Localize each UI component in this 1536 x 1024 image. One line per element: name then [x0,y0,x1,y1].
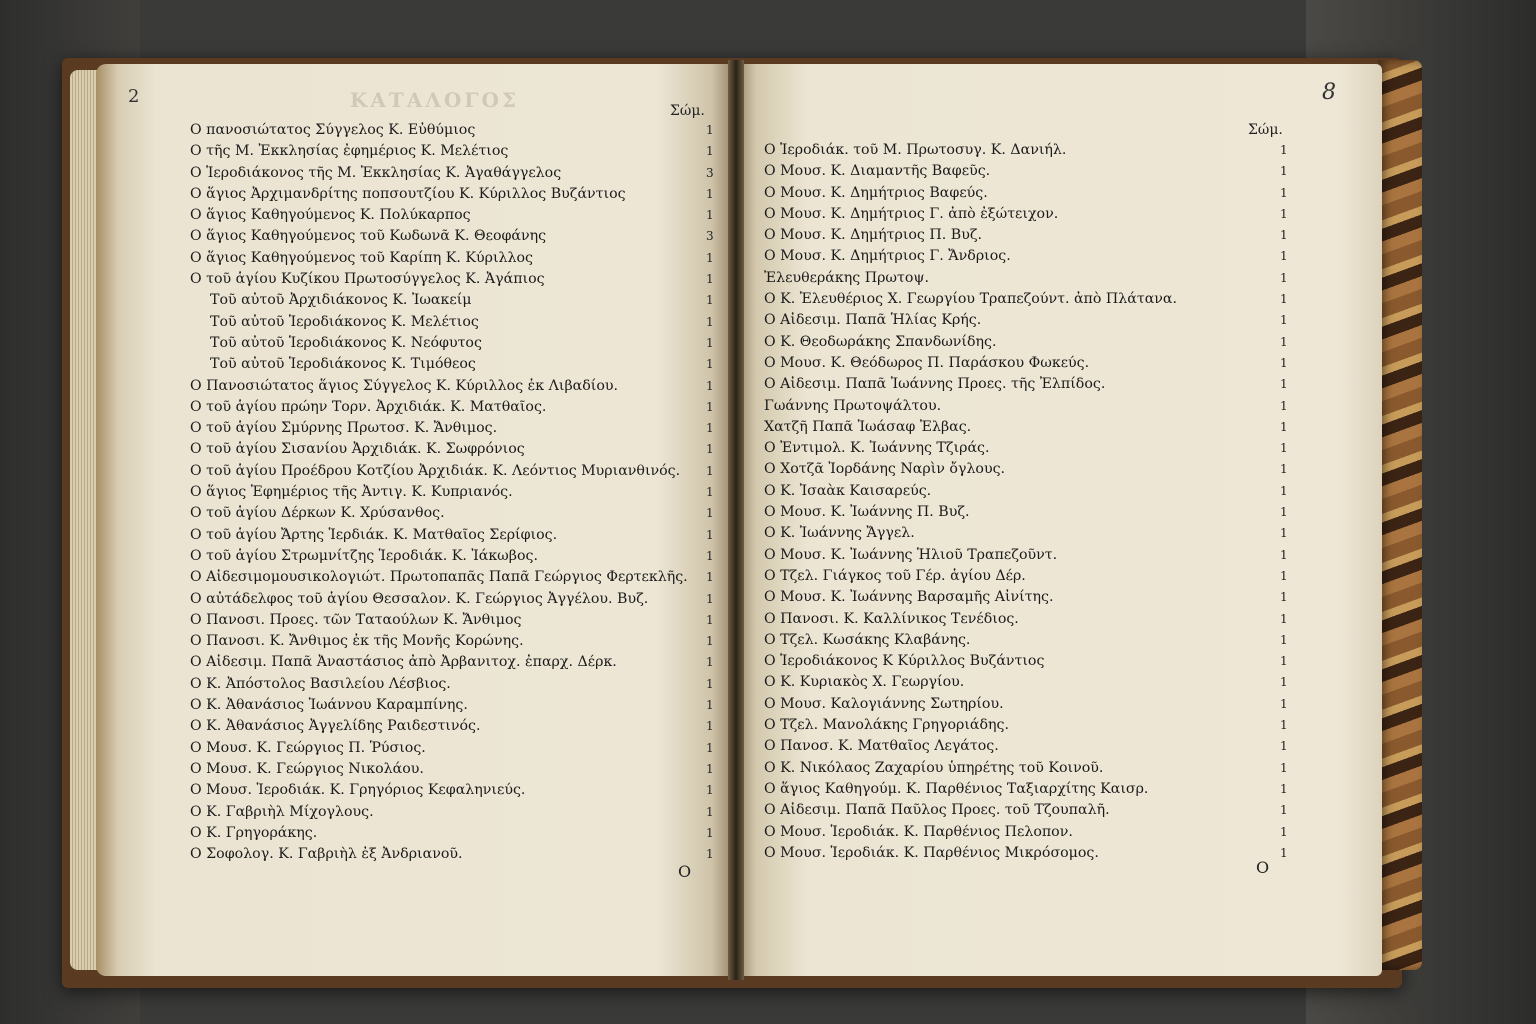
subscriber-name: Ο Αἰδεσιμ. Παπᾶ Ἀναστάσιος ἀπὸ Ἀρβανιτοχ. ἐπαρχ. Δέρκ. [190,654,617,671]
subscriber-name: Ο ἅγιος Καθηγούμενος Κ. Πολύκαρπος [190,207,471,224]
subscriber-entry [764,481,1294,502]
volume-count: 1 [1280,845,1288,860]
subscriber-name: Ο ἅγιος Καθηγούμ. Κ. Παρθένιος Ταξιαρχίτης Καισρ. [764,780,1149,797]
subscriber-name: Ο ἅγιος Καθηγούμενος τοῦ Κωδωνᾶ Κ. Θεοφάνης [190,228,547,245]
volume-count: 1 [706,847,714,862]
subscriber-entry [190,759,720,780]
subscriber-entry [190,312,720,333]
subscriber-name: Ο Μουσ. Κ. Γεώργιος Π. Ῥύσιος. [190,739,426,756]
subscriber-entry [190,716,720,737]
subscriber-name: Ο πανοσιώτατος Σύγγελος Κ. Εὐθύμιος [190,122,476,138]
subscriber-entry [190,290,720,311]
subscriber-entry [764,502,1294,523]
subscriber-name: Ο Μουσ. Κ. Δημήτριος Γ. ἀπὸ ἐξώτειχον. [764,205,1059,222]
volume-count: 1 [706,612,714,627]
subscriber-name: Ο Μουσ. Κ. Ἰωάννης Ἡλιοῦ Τραπεζοῦντ. [764,546,1058,563]
marbled-board-edge [1378,60,1422,970]
volume-count: 1 [706,761,714,776]
volume-count: 1 [706,634,714,649]
subscriber-name: Ο Κ. Γρηγοράκης. [190,824,318,841]
volume-count: 1 [1280,185,1288,200]
volume-count: 1 [1280,611,1288,626]
volume-count: 1 [706,825,714,840]
subscriber-name: Ο Μουσ. Κ. Δημήτριος Π. Βυζ. [764,227,983,244]
subscriber-entry [764,715,1294,736]
volume-count: 1 [706,570,714,585]
book-gutter [728,60,744,980]
volume-count: 1 [1280,654,1288,669]
subscriber-name: Ο Μουσ. Ἱεροδιάκ. Κ. Γρηγόριος Κεφαληνιεύς. [190,782,526,799]
subscriber-entry [764,225,1294,246]
subscriber-name: Ο Σοφολογ. Κ. Γαβριὴλ ἐξ Ἀνδριανοῦ. [190,846,463,863]
subscriber-name: Ο Μουσ. Κ. Δημήτριος Βαφεύς. [764,184,988,201]
subscriber-name: Ο τοῦ ἁγίου Δέρκων Κ. Χρύσανθος. [190,505,445,522]
volume-count: 1 [706,676,714,691]
subscriber-entry [764,758,1294,779]
volume-count: 1 [1280,441,1288,456]
left-page-mark: 2 [128,86,140,107]
volume-count: 1 [1280,824,1288,839]
subscriber-name: Ο Κ. Ἰωάννης Ἄγγελ. [764,525,915,542]
subscriber-entry [764,651,1294,672]
volume-count: 1 [706,378,714,393]
subscriber-name: Ο Κ. Θεοδωράκης Σπανδωνίδης. [764,333,997,350]
subscriber-entry [764,161,1294,182]
subscriber-name: Ο Τζελ. Κωσάκης Κλαβάνης. [764,631,971,648]
subscriber-name: Ο Τζελ. Γιάγκος τοῦ Γέρ. ἁγίου Δέρ. [764,567,1026,584]
subscriber-entry [190,354,720,375]
subscriber-entry [190,802,720,823]
volume-count: 1 [706,591,714,606]
subscriber-name: Ο τοῦ ἁγίου Κυζίκου Πρωτοσύγγελος Κ. Ἀγάπιος [190,271,545,288]
left-subscriber-list [190,120,720,865]
subscriber-entry [764,630,1294,651]
volume-count: 1 [706,527,714,542]
subscriber-name: Ο Μουσ. Κ. Θεόδωρος Π. Παράσκου Φωκεύς. [764,354,1090,371]
subscriber-name: Ο τοῦ ἁγίου Ἄρτης Ἱερδιάκ. Κ. Ματθαῖος Σερίφιος. [190,526,558,543]
volume-count: 1 [706,719,714,734]
subscriber-name: Ο Μουσ. Κ. Δημήτριος Γ. Ἄνδριος. [764,248,1011,265]
subscriber-name: Ο Πανοσ. Κ. Ματθαῖος Λεγάτος. [764,738,999,755]
subscriber-name: Ο Ἱεροδιάκονος Κ Κύριλλος Βυζάντιος [764,653,1045,670]
subscriber-name: Ο Κ. Κυριακὸς Χ. Γεωργίου. [764,674,965,691]
subscriber-entry [764,459,1294,480]
subscriber-entry [190,503,720,524]
left-catchword: Ο [678,862,692,881]
subscriber-entry [190,631,720,652]
volume-count: 1 [1280,355,1288,370]
subscriber-name: Ο τοῦ ἁγίου πρώην Τορν. Ἀρχιδιάκ. Κ. Ματθαῖος. [190,398,547,415]
subscriber-entry [764,822,1294,843]
subscriber-name: Ο Κ. Ἰσαὰκ Καισαρεύς. [764,482,932,499]
volume-count: 1 [1280,632,1288,647]
subscriber-name: Ἐλευθεράκης Πρωτοψ. [764,269,930,286]
subscriber-entry [190,525,720,546]
volume-count: 1 [1280,462,1288,477]
subscriber-entry [764,310,1294,331]
subscriber-entry [190,120,720,141]
volume-count: 1 [706,357,714,372]
subscriber-name: Ο Πανοσι. Κ. Καλλίνικος Τενέδιος. [764,610,1019,627]
subscriber-name: Ο Κ. Ἀθανάσιος Ἰωάννου Καραμπίνης. [190,697,468,714]
subscriber-name: Ο Ἱεροδιάκονος τῆς Μ. Ἐκκλησίας Κ. Ἀγαθάγγελος [190,164,562,181]
subscriber-entry [190,652,720,673]
subscriber-entry [190,461,720,482]
subscriber-name: Ο Μουσ. Κ. Διαμαντῆς Βαφεῦς. [764,163,991,180]
volume-count: 1 [706,250,714,265]
subscriber-entry [190,674,720,695]
subscriber-entry [190,163,720,184]
subscriber-name: Χατζῆ Παπᾶ Ἰωάσαφ Ἐλβας. [764,418,972,435]
subscriber-name: Ο Πανοσιώτατος ἅγιος Σύγγελος Κ. Κύριλλος ἐκ Λιβαδίου. [190,377,619,394]
subscriber-name: Γωάννης Πρωτοψάλτου. [764,397,942,414]
subscriber-entry [764,246,1294,267]
subscriber-name: Ο τοῦ ἁγίου Στρωμνίτζης Ἱεροδιάκ. Κ. Ἰάκωβος. [190,547,538,564]
subscriber-entry [764,587,1294,608]
subscriber-entry [764,843,1294,864]
volume-count: 1 [1280,568,1288,583]
subscriber-entry [764,779,1294,800]
right-catchword: Ο [1256,858,1270,877]
subscriber-name: Ο τοῦ ἁγίου Προέδρου Κοτζίου Ἀρχιδιάκ. Κ. Λεόντιος Μυριανθινός. [190,462,681,479]
subscriber-entry [764,609,1294,630]
subscriber-entry [190,418,720,439]
subscriber-entry [764,183,1294,204]
volume-count: 1 [1280,334,1288,349]
volume-count: 3 [706,165,714,180]
subscriber-name: Ο Μουσ. Κ. Γεώργιος Νικολάου. [190,760,424,777]
subscriber-name: Ο τοῦ ἁγίου Σισανίου Ἀρχιδιάκ. Κ. Σωφρόνιος [190,441,525,458]
subscriber-name: Ο Κ. Ἐλευθέριος Χ. Γεωργίου Τραπεζούντ. ἀπὸ Πλάτανα. [764,291,1178,308]
subscriber-entry [190,248,720,269]
volume-count: 1 [706,783,714,798]
volume-count: 1 [1280,675,1288,690]
subscriber-entry [190,333,720,354]
subscriber-entry [764,374,1294,395]
subscriber-name: Ο Μουσ. Κ. Ἰωάννης Βαρσαμῆς Αἰνίτης. [764,589,1054,606]
subscriber-entry [764,353,1294,374]
subscriber-name: Ο Αἰδεσιμ. Παπᾶ Ἰωάννης Προες. τῆς Ἐλπίδος. [764,376,1106,393]
volume-count: 1 [1280,228,1288,243]
right-volume-column-header: Σώμ. [1248,122,1283,138]
subscriber-entry [190,439,720,460]
volume-count: 1 [1280,718,1288,733]
volume-count: 1 [706,144,714,159]
subscriber-name: Ο Αἰδεσιμομουσικολογιώτ. Πρωτοπαπᾶς Παπᾶ Γεώργιος Φερτεκλῆς. [190,569,688,586]
subscriber-name: Ο Μουσ. Καλογιάννης Σωτηρίου. [764,695,1004,712]
subscriber-entry [190,610,720,631]
volume-count: 1 [706,506,714,521]
volume-count: 1 [1280,164,1288,179]
subscriber-name: Ο Κ. Ἀπόστολος Βασιλείου Λέσβιος. [190,675,451,692]
subscriber-entry [190,376,720,397]
volume-count: 1 [1280,313,1288,328]
volume-count: 1 [1280,419,1288,434]
volume-count: 1 [706,548,714,563]
subscriber-name: Ο Αἰδεσιμ. Παπᾶ Παῦλος Προες. τοῦ Τζουπαλῆ. [764,802,1110,819]
subscriber-name: Τοῦ αὐτοῦ Ἱεροδιάκονος Κ. Νεόφυτος [210,334,482,351]
volume-count: 1 [1280,526,1288,541]
subscriber-entry [764,800,1294,821]
volume-count: 1 [1280,696,1288,711]
subscriber-entry [190,226,720,247]
subscriber-entry [190,738,720,759]
volume-count: 1 [706,186,714,201]
subscriber-entry [190,589,720,610]
subscriber-entry [764,289,1294,310]
volume-count: 1 [1280,270,1288,285]
volume-count: 1 [706,485,714,500]
subscriber-name: Ο Αἰδεσιμ. Παπᾶ Ἡλίας Κρής. [764,312,982,329]
volume-count: 1 [706,655,714,670]
volume-count: 1 [1280,143,1288,157]
volume-count: 1 [706,421,714,436]
subscriber-name: Τοῦ αὐτοῦ Ἀρχιδιάκονος Κ. Ἰωακείμ [210,292,472,309]
subscriber-entry [764,672,1294,693]
subscriber-entry [190,695,720,716]
show-through-title: ΚΑΤΑΛΟΓΟΣ [350,88,520,112]
subscriber-entry [764,523,1294,544]
subscriber-name: Ο Μουσ. Ἱεροδιάκ. Κ. Παρθένιος Πελοπον. [764,823,1073,840]
right-subscriber-list [764,140,1294,864]
volume-count: 1 [706,293,714,308]
subscriber-entry [764,694,1294,715]
subscriber-name: Τοῦ αὐτοῦ Ἱεροδιάκονος Κ. Μελέτιος [210,313,479,330]
volume-count: 1 [1280,505,1288,520]
volume-count: 1 [1280,781,1288,796]
subscriber-name: Ο Κ. Ἀθανάσιος Ἀγγελίδης Ραιδεστινός. [190,718,481,735]
subscriber-entry [190,844,720,865]
volume-count: 1 [1280,590,1288,605]
volume-count: 1 [706,698,714,713]
subscriber-entry [764,417,1294,438]
subscriber-entry [190,567,720,588]
subscriber-entry [764,140,1294,161]
volume-count: 1 [706,442,714,457]
volume-count: 1 [706,335,714,350]
subscriber-entry [764,566,1294,587]
subscriber-name: Ο Πανοσι. Κ. Ἄνθιμος ἐκ τῆς Μονῆς Κορώνης. [190,633,524,650]
subscriber-entry [190,397,720,418]
subscriber-name: Ο Μουσ. Ἱεροδιάκ. Κ. Παρθένιος Μικρόσομος. [764,844,1099,861]
subscriber-name: Ο ἅγιος Ἀρχιμανδρίτης ποπσουτζίου Κ. Κύριλλος Βυζάντιος [190,185,626,202]
subscriber-name: Ο Τζελ. Μανολάκης Γρηγοριάδης. [764,717,1010,734]
subscriber-entry [764,736,1294,757]
subscriber-entry [190,184,720,205]
subscriber-name: Ο Μουσ. Κ. Ἰωάννης Π. Βυζ. [764,504,970,521]
volume-count: 1 [706,123,714,137]
subscriber-entry [764,438,1294,459]
right-page-mark: 8 [1322,80,1336,105]
volume-count: 1 [1280,377,1288,392]
volume-count: 3 [706,229,714,244]
volume-count: 1 [1280,398,1288,413]
volume-count: 1 [706,804,714,819]
volume-count: 1 [1280,206,1288,221]
subscriber-entry [190,482,720,503]
subscriber-entry [190,823,720,844]
subscriber-entry [764,204,1294,225]
volume-count: 1 [1280,292,1288,307]
subscriber-name: Ο Πανοσι. Προες. τῶν Ταταούλων Κ. Ἄνθιμος [190,611,522,628]
subscriber-entry [190,780,720,801]
subscriber-entry [190,269,720,290]
volume-count: 1 [1280,547,1288,562]
subscriber-name: Ο αὐτάδελφος τοῦ ἁγίου Θεσσαλον. Κ. Γεώργιος Ἀγγέλου. Βυζ. [190,590,649,607]
subscriber-name: Ο ἅγιος Ἐφημέριος τῆς Ἀντιγ. Κ. Κυπριανός. [190,484,513,501]
volume-count: 1 [706,314,714,329]
volume-count: 1 [1280,483,1288,498]
volume-count: 1 [1280,803,1288,818]
subscriber-name: Ο Χοτζᾶ Ἰορδάνης Ναρὶν ὄγλους. [764,461,1006,478]
subscriber-name: Ο τοῦ ἁγίου Σμύρνης Πρωτοσ. Κ. Ἄνθιμος. [190,420,498,437]
volume-count: 1 [1280,739,1288,754]
volume-count: 1 [1280,760,1288,775]
volume-count: 1 [706,272,714,287]
volume-count: 1 [706,399,714,414]
subscriber-entry [190,141,720,162]
subscriber-name: Ο Κ. Γαβριὴλ Μίχογλους. [190,803,374,820]
volume-count: 1 [706,208,714,223]
subscriber-entry [764,332,1294,353]
subscriber-name: Ο Ἐντιμολ. Κ. Ἰωάννης Τζιράς. [764,440,990,457]
subscriber-name: Ο τῆς Μ. Ἐκκλησίας ἐφημέριος Κ. Μελέτιος [190,143,509,160]
subscriber-name: Ο Κ. Νικόλαος Ζαχαρίου ὑπηρέτης τοῦ Κοινοῦ. [764,759,1104,776]
subscriber-entry [190,205,720,226]
subscriber-entry [764,396,1294,417]
subscriber-entry [764,268,1294,289]
volume-count: 1 [706,740,714,755]
subscriber-entry [764,545,1294,566]
volume-count: 1 [1280,249,1288,264]
subscriber-entry [190,546,720,567]
volume-count: 1 [706,463,714,478]
left-volume-column-header: Σώμ. [670,103,705,119]
subscriber-name: Ο Ἱεροδιάκ. τοῦ Μ. Πρωτοσυγ. Κ. Δανιήλ. [764,142,1067,158]
subscriber-name: Τοῦ αὐτοῦ Ἱεροδιάκονος Κ. Τιμόθεος [210,356,476,373]
subscriber-name: Ο ἅγιος Καθηγούμενος τοῦ Καρίπη Κ. Κύριλλος [190,249,533,266]
